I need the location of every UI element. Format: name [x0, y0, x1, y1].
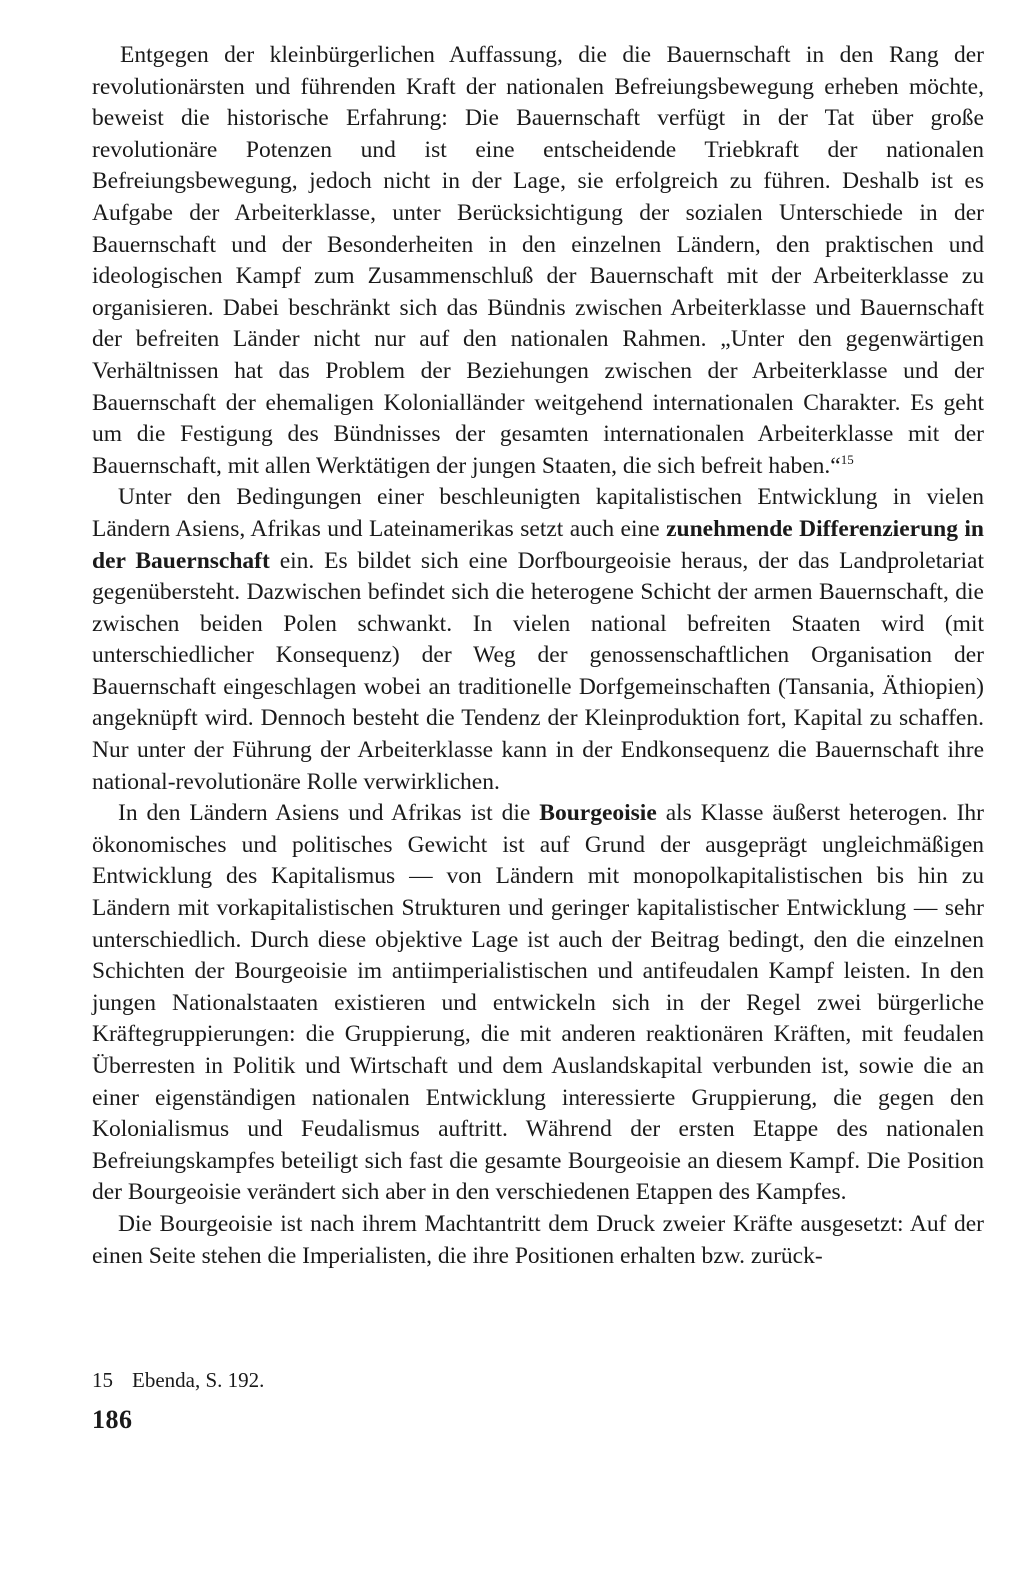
paragraph [92, 40, 984, 482]
page-body [92, 40, 984, 1272]
paragraph-text: Unter den Bedingungen einer beschleunigten kapitalistischen Entwicklung in vielen Ländern Asiens, Afrikas und Lateinamerikas setzt auch eine [92, 484, 984, 542]
paragraph-text: In den Ländern Asiens und Afrikas ist die [118, 800, 540, 827]
emphasized-term: Bourgeoisie [539, 800, 657, 827]
paragraph-text: als Klasse äußerst heterogen. Ihr ökonomisches und politisches Gewicht ist auf Grund der ausgeprägt ungleichmäßigen Entwicklung des Kapitalismus — von Ländern mit monopolkapitalistischen bis hin zu Ländern mit vorkapitalistischen Strukturen und geringer kapitalistischer Entwicklung — sehr unterschiedlich. Durch diese objektive Lage ist auch der Beitrag bedingt, den die einzelnen Schichten der Bourgeoisie im antiimperialistischen und antifeudalen Kampf leisten. In den jungen Nationalstaaten existieren und entwickeln sich in der Regel zwei bürgerliche Kräftegruppierungen: die Gruppierung, die mit anderen reaktionären Kräften, mit feudalen Überresten in Politik und Wirtschaft und dem Auslandskapital verbunden ist, sowie die an einer eigenständigen nationalen Entwicklung interessierte Gruppierung, die gegen den Kolonialismus und Feudalismus auftritt. Während der ersten Etappe des nationalen Befreiungskampfes beteiligt sich fast die gesamte Bourgeoisie an diesem Kampf. Die Position der Bourgeoisie verändert sich aber in den verschiedenen Etappen des Kampfes. [92, 800, 984, 1206]
page-number: 186 [92, 1405, 133, 1434]
paragraph-text: ein. Es bildet sich eine Dorfbourgeoisie heraus, der das Landproletariat gegenübersteht. Dazwischen befindet sich die heterogene Schicht der armen Bauernschaft, die zwischen beiden Polen schwankt. In vielen national befreiten Staaten wird (mit unterschiedlicher Konsequenz) der Weg der genossenschaftlichen Organisation der Bauernschaft eingeschlagen wobei an traditionelle Dorfgemeinschaften (Tansania, Äthiopien) angeknüpft wird. Dennoch besteht die Tendenz der Kleinproduktion fort, Kapital zu schaffen. Nur unter der Führung der Arbeiterklasse kann in der Endkonsequenz die Bauernschaft ihre national-revolutionäre Rolle verwirklichen. [92, 547, 984, 795]
footnote-text: Ebenda, S. 192. [132, 1368, 265, 1392]
footnote [92, 1366, 264, 1394]
paragraph [92, 1209, 984, 1272]
paragraph-text: Die Bourgeoisie ist nach ihrem Machtantritt dem Druck zweier Kräfte ausgesetzt: Auf der einen Seite stehen die Imperialisten, die ihre Positionen erhalten bzw. zurück- [92, 1210, 984, 1269]
footnote-reference: 15 [840, 451, 854, 467]
paragraph-text: Entgegen der kleinbürgerlichen Auffassung, die die Bauernschaft in den Rang der revolutionärsten und führenden Kraft der nationalen Befreiungsbewegung erheben möchte, beweist die historische Erfahrung: Die Bauernschaft verfügt in der Tat über große revolutionäre Potenzen und ist eine entscheidende Triebkraft der nationalen Befreiungsbewegung, jedoch nicht in der Lage, sie erfolgreich zu führen. Deshalb ist es Aufgabe der Arbeiterklasse, unter Berücksichtigung der sozialen Unterschiede in der Bauernschaft und der Besonderheiten in den einzelnen Ländern, den praktischen und ideologischen Kampf zum Zusammenschluß der Bauernschaft mit der Arbeiterklasse zu organisieren. Dabei beschränkt sich das Bündnis zwischen Arbeiterklasse und Bauernschaft der befreiten Länder nicht nur auf den nationalen Rahmen. „Unter den gegenwärtigen Verhältnissen hat das Problem der Beziehungen zwischen der Arbeiterklasse und der Bauernschaft der ehemaligen Kolonialländer weitgehend internationalen Charakter. Es geht um die Festigung des Bündnisses der gesamten internationalen Arbeiterklasse mit der Bauernschaft, mit allen Werktätigen der jungen Staaten, die sich befreit haben.“ [92, 42, 984, 479]
paragraph [92, 798, 984, 1209]
emphasized-term: zunehmende Differenzierung in der Bauernschaft [92, 515, 984, 574]
paragraph [92, 482, 984, 798]
footnote-number: 15 [92, 1368, 113, 1392]
